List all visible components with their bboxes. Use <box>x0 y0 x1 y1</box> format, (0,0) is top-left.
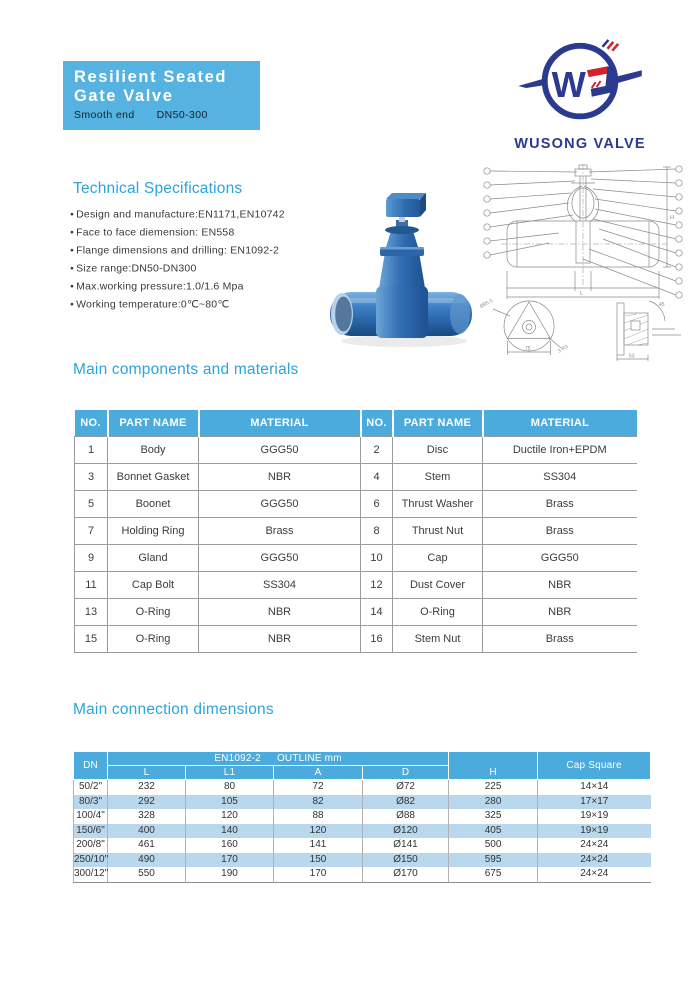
spec-bullet-list <box>70 206 335 315</box>
table-cell: O-Ring <box>393 598 483 625</box>
table-cell: Boonet <box>108 490 199 517</box>
table-row <box>74 780 651 795</box>
table-cell: 9 <box>75 544 108 571</box>
table-cell: 80 <box>186 780 274 795</box>
table-cell: 250/10" <box>74 853 108 868</box>
table-cell: 225 <box>449 780 538 795</box>
table-row <box>75 598 637 625</box>
logo-monogram: W <box>551 63 586 105</box>
col-header-l1: L1 <box>186 766 274 780</box>
table-row <box>74 824 651 839</box>
table-cell: 7 <box>75 517 108 544</box>
product-title-box <box>63 61 260 130</box>
table-cell: 24×24 <box>538 853 651 868</box>
part-balloons-left <box>484 168 577 258</box>
table-cell: Ø88 <box>363 809 449 824</box>
components-header-row <box>75 410 637 436</box>
dim-label-dia: Ø95.5 <box>479 298 494 310</box>
table-cell: 10 <box>361 544 393 571</box>
table-cell: Ø82 <box>363 795 449 810</box>
table-cell: 14×14 <box>538 780 651 795</box>
table-cell: 325 <box>449 809 538 824</box>
table-cell: 280 <box>449 795 538 810</box>
table-cell: NBR <box>199 598 361 625</box>
table-cell: 11 <box>75 571 108 598</box>
brand-name: WUSONG VALVE <box>514 136 646 152</box>
spec-item: ● Flange dimensions and drilling: EN1092-2 <box>70 242 335 260</box>
standard-label: EN1092-2 <box>214 753 261 764</box>
table-cell: 1 <box>75 436 108 463</box>
table-cell: SS304 <box>483 463 637 490</box>
table-cell: Brass <box>483 490 637 517</box>
dim-label-r3: 3-R3 <box>556 343 570 355</box>
table-cell: 5 <box>75 490 108 517</box>
table-cell: NBR <box>483 598 637 625</box>
size-range-label: DN50-300 <box>156 109 208 121</box>
table-cell: Gland <box>108 544 199 571</box>
table-cell: Brass <box>483 517 637 544</box>
table-row <box>75 544 637 571</box>
table-cell: 292 <box>108 795 186 810</box>
table-cell: Brass <box>483 625 637 652</box>
table-cell: 300/12" <box>74 867 108 882</box>
table-cell: 24×24 <box>538 838 651 853</box>
table-cell: 170 <box>186 853 274 868</box>
table-cell: Cap <box>393 544 483 571</box>
col-header-a: A <box>274 766 363 780</box>
logo-mark-icon <box>515 36 645 134</box>
spec-item: ● Max.working pressure:1.0/1.6 Mpa <box>70 278 335 296</box>
table-cell: 100/4" <box>74 809 108 824</box>
table-cell: 82 <box>274 795 363 810</box>
table-cell: 50/2" <box>74 780 108 795</box>
dim-label-l: L <box>580 291 584 297</box>
col-header-cap-square: Cap Square <box>538 752 651 780</box>
table-cell: Disc <box>393 436 483 463</box>
table-cell: SS304 <box>199 571 361 598</box>
dim-label-h: H <box>670 215 674 221</box>
table-cell: Ductile Iron+EPDM <box>483 436 637 463</box>
table-row <box>74 809 651 824</box>
end-type-label: Smooth end <box>74 109 135 121</box>
table-cell: GGG50 <box>199 544 361 571</box>
table-cell: 19×19 <box>538 824 651 839</box>
table-cell: Thrust Washer <box>393 490 483 517</box>
col-header-outline-group <box>108 752 449 766</box>
table-cell: Stem <box>393 463 483 490</box>
table-cell: 17×17 <box>538 795 651 810</box>
table-row <box>75 625 637 652</box>
table-cell: Ø170 <box>363 867 449 882</box>
table-cell: 461 <box>108 838 186 853</box>
table-cell: 140 <box>186 824 274 839</box>
table-cell: Ø120 <box>363 824 449 839</box>
col-header-part-name: PART NAME <box>108 410 199 436</box>
table-cell: 3 <box>75 463 108 490</box>
drawing-main-view <box>484 164 682 299</box>
table-cell: Ø141 <box>363 838 449 853</box>
table-row <box>75 490 637 517</box>
technical-drawing <box>479 163 691 365</box>
table-cell: 400 <box>108 824 186 839</box>
dimensions-table <box>73 751 651 883</box>
table-cell: 328 <box>108 809 186 824</box>
table-cell: 190 <box>186 867 274 882</box>
spec-item: ● Working temperature:0℃~80℃ <box>70 296 335 314</box>
col-header-no: NO. <box>75 410 108 436</box>
col-header-material: MATERIAL <box>483 410 637 436</box>
table-cell: GGG50 <box>199 436 361 463</box>
dim-label-75: 75 <box>525 346 531 352</box>
company-logo <box>497 36 663 162</box>
dim-label-53: 53 <box>629 353 635 360</box>
table-cell: 15 <box>75 625 108 652</box>
product-title-line1: Resilient Seated <box>74 68 228 86</box>
product-title-line2: Gate Valve <box>74 87 174 105</box>
table-cell: 6 <box>361 490 393 517</box>
table-cell: 200/8" <box>74 838 108 853</box>
section-title-dimensions: Main connection dimensions <box>73 701 274 718</box>
table-cell: 16 <box>361 625 393 652</box>
section-title-specs: Technical Specifications <box>73 180 243 197</box>
table-row <box>74 867 651 882</box>
spec-item: ● Design and manufacture:EN1171,EN10742 <box>70 206 335 224</box>
table-cell: O-Ring <box>108 598 199 625</box>
outline-label: OUTLINE mm <box>276 753 342 764</box>
table-cell: Ø72 <box>363 780 449 795</box>
table-cell: Thrust Nut <box>393 517 483 544</box>
col-header-l: L <box>108 766 186 780</box>
table-cell: 80/3" <box>74 795 108 810</box>
dimensions-header-row1 <box>74 752 651 766</box>
valve-product-image <box>325 190 477 350</box>
table-cell: Ø150 <box>363 853 449 868</box>
logo-red-hatch <box>592 81 601 88</box>
table-cell: 170 <box>274 867 363 882</box>
table-row <box>74 838 651 853</box>
table-cell: 13 <box>75 598 108 625</box>
table-cell: GGG50 <box>199 490 361 517</box>
table-cell: 150 <box>274 853 363 868</box>
table-cell: Dust Cover <box>393 571 483 598</box>
col-header-h: H <box>449 752 538 780</box>
table-row <box>74 853 651 868</box>
col-header-material: MATERIAL <box>199 410 361 436</box>
table-cell: 160 <box>186 838 274 853</box>
table-cell: 405 <box>449 824 538 839</box>
logo-top-hatch <box>607 42 618 51</box>
table-cell: 72 <box>274 780 363 795</box>
section-title-components: Main components and materials <box>73 361 299 378</box>
table-cell: 675 <box>449 867 538 882</box>
table-cell: 14 <box>361 598 393 625</box>
table-cell: 490 <box>108 853 186 868</box>
table-cell: Body <box>108 436 199 463</box>
components-table <box>74 410 637 653</box>
table-cell: 150/6" <box>74 824 108 839</box>
col-header-no: NO. <box>361 410 393 436</box>
table-cell: 88 <box>274 809 363 824</box>
table-cell: O-Ring <box>108 625 199 652</box>
table-cell: GGG50 <box>483 544 637 571</box>
table-cell: NBR <box>483 571 637 598</box>
table-cell: 550 <box>108 867 186 882</box>
table-cell: Cap Bolt <box>108 571 199 598</box>
table-row <box>75 517 637 544</box>
table-cell: Brass <box>199 517 361 544</box>
table-cell: 232 <box>108 780 186 795</box>
table-cell: 24×24 <box>538 867 651 882</box>
drawing-cap-side-view <box>617 301 681 361</box>
col-header-part-name: PART NAME <box>393 410 483 436</box>
table-cell: 500 <box>449 838 538 853</box>
table-cell: 19×19 <box>538 809 651 824</box>
table-cell: Bonnet Gasket <box>108 463 199 490</box>
col-header-d: D <box>363 766 449 780</box>
table-cell: NBR <box>199 463 361 490</box>
table-cell: 12 <box>361 571 393 598</box>
table-cell: Stem Nut <box>393 625 483 652</box>
table-cell: 120 <box>274 824 363 839</box>
table-cell: 595 <box>449 853 538 868</box>
table-cell: NBR <box>199 625 361 652</box>
table-cell: 4 <box>361 463 393 490</box>
table-row <box>75 436 637 463</box>
table-cell: 141 <box>274 838 363 853</box>
table-row <box>75 463 637 490</box>
table-cell: 2 <box>361 436 393 463</box>
col-header-dn: DN <box>74 752 108 780</box>
table-row <box>74 795 651 810</box>
table-cell: 8 <box>361 517 393 544</box>
table-row <box>75 571 637 598</box>
product-subtitle <box>74 109 250 121</box>
table-cell: 105 <box>186 795 274 810</box>
dim-label-45: 45 <box>659 302 665 308</box>
table-cell: Holding Ring <box>108 517 199 544</box>
table-cell: 120 <box>186 809 274 824</box>
spec-item: ● Size range:DN50-DN300 <box>70 260 335 278</box>
spec-item: ● Face to face diemension: EN558 <box>70 224 335 242</box>
